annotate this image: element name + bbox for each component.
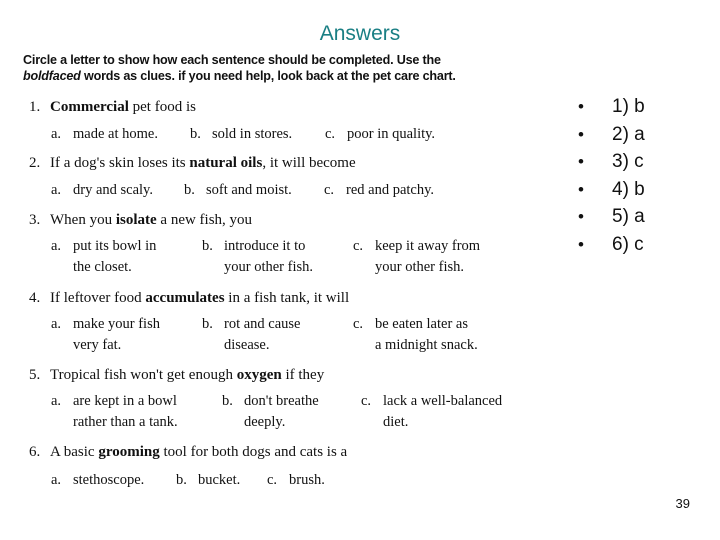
option-text: introduce it to (224, 238, 306, 254)
question-6 (29, 444, 347, 461)
option-text: are kept in a bowl (73, 393, 177, 409)
question-4-option-c (353, 314, 478, 356)
answer-text: 4) b (612, 178, 645, 200)
option-text: make your fish (73, 316, 160, 332)
option-letter: a. (51, 472, 62, 488)
option-letter: c. (324, 182, 335, 198)
answer-item (578, 93, 698, 121)
option-letter: c. (353, 316, 364, 332)
option-text: dry and scaly. (73, 182, 153, 198)
question-1 (29, 99, 196, 116)
option-text: made at home. (73, 126, 158, 142)
option-text: stethoscope. (73, 472, 145, 488)
question-number: 5. (29, 367, 41, 383)
option-letter: b. (176, 472, 187, 488)
question-3-option-b (202, 236, 313, 278)
question-5-option-a (51, 391, 178, 433)
question-text-after: in a fish tank, it will (224, 290, 350, 306)
option-text: bucket. (198, 472, 241, 488)
option-text-continued: the closet. (73, 259, 132, 275)
question-text-before: Tropical fish won't get enough (50, 367, 237, 383)
answer-item (578, 203, 698, 231)
question-keyword: oxygen (236, 367, 282, 383)
instructions-italic-word: boldfaced (23, 69, 81, 83)
instructions-line-2 (23, 68, 493, 84)
option-text: poor in quality. (347, 126, 436, 142)
option-letter: a. (51, 316, 62, 332)
question-keyword: natural oils (189, 155, 263, 171)
instructions (23, 52, 493, 84)
option-text-continued: disease. (224, 337, 270, 353)
bullet-icon: • (578, 124, 584, 144)
option-letter: b. (202, 316, 213, 332)
option-text: put its bowl in (73, 238, 157, 254)
instructions-line-2-rest: words as clues. if you need help, look back at the pet care chart. (80, 69, 456, 83)
option-letter: a. (51, 182, 62, 198)
bullet-icon: • (578, 152, 584, 172)
option-letter: a. (51, 238, 62, 254)
question-4-option-a (51, 314, 160, 356)
question-6-option-c (267, 470, 325, 491)
question-number: 6. (29, 444, 41, 460)
option-letter: b. (190, 126, 201, 142)
question-3 (29, 212, 252, 229)
option-text: red and patchy. (346, 182, 435, 198)
question-1-option-b (190, 124, 292, 145)
question-number: 3. (29, 212, 41, 228)
question-6-option-a (51, 470, 144, 491)
question-4 (29, 290, 349, 307)
question-2-option-c (324, 180, 434, 201)
answer-item (578, 231, 698, 259)
option-text: brush. (289, 472, 325, 488)
option-letter: c. (361, 393, 372, 409)
bullet-icon: • (578, 207, 584, 227)
option-letter: b. (222, 393, 233, 409)
question-5-option-b (222, 391, 319, 433)
question-3-option-c (353, 236, 480, 278)
question-text-after: pet food is (128, 99, 196, 115)
question-text-after: tool for both dogs and cats is a (159, 444, 348, 460)
question-2 (29, 155, 356, 172)
option-letter: a. (51, 393, 62, 409)
question-2-option-a (51, 180, 153, 201)
question-number: 4. (29, 290, 41, 306)
question-keyword: accumulates (145, 290, 225, 306)
question-5 (29, 367, 324, 384)
option-letter: c. (353, 238, 364, 254)
answer-item (578, 176, 698, 204)
option-text-continued: rather than a tank. (73, 414, 178, 430)
option-text-continued: deeply. (244, 414, 286, 430)
question-4-option-b (202, 314, 301, 356)
question-3-option-a (51, 236, 156, 278)
question-text-before: If a dog's skin loses its (50, 155, 190, 171)
question-1-option-a (51, 124, 158, 145)
question-6-option-b (176, 470, 240, 491)
answer-text: 5) a (612, 206, 645, 228)
option-text-continued: a midnight snack. (375, 337, 478, 353)
question-5-option-c (361, 391, 502, 433)
option-text: be eaten later as (375, 316, 468, 332)
bullet-icon: • (578, 179, 584, 199)
option-text: lack a well-balanced (383, 393, 503, 409)
option-text-continued: very fat. (73, 337, 122, 353)
option-letter: a. (51, 126, 62, 142)
answer-text: 2) a (612, 123, 645, 145)
question-text-after: , it will become (262, 155, 356, 171)
option-text: sold in stores. (212, 126, 293, 142)
question-text-before: If leftover food (50, 290, 146, 306)
option-text: soft and moist. (206, 182, 292, 198)
bullet-icon: • (578, 234, 584, 254)
question-2-option-b (184, 180, 292, 201)
question-number: 2. (29, 155, 41, 171)
question-text-after: if they (281, 367, 325, 383)
question-keyword: grooming (98, 444, 160, 460)
question-text-after: a new fish, you (156, 212, 253, 228)
question-number: 1. (29, 99, 41, 115)
question-keyword: Commercial (50, 99, 129, 115)
option-text-continued: diet. (383, 414, 409, 430)
question-text-before: A basic (50, 444, 99, 460)
option-text: rot and cause (224, 316, 301, 332)
answer-list (578, 93, 698, 259)
answer-text: 6) c (612, 233, 644, 255)
answer-item (578, 148, 698, 176)
question-1-option-c (325, 124, 435, 145)
option-text: don't breathe (244, 393, 319, 409)
bullet-icon: • (578, 97, 584, 116)
answer-text: 1) b (612, 96, 645, 117)
option-letter: c. (325, 126, 336, 142)
instructions-line-1: Circle a letter to show how each sentence should be completed. Use the (23, 53, 441, 67)
question-text-before: When you (50, 212, 116, 228)
option-letter: b. (202, 238, 213, 254)
option-text-continued: your other fish. (375, 259, 464, 275)
answer-item (578, 121, 698, 149)
page-number: 39 (675, 496, 690, 511)
option-text-continued: your other fish. (224, 259, 313, 275)
option-letter: b. (184, 182, 195, 198)
option-letter: c. (267, 472, 278, 488)
page-title: Answers (319, 22, 401, 45)
question-keyword: isolate (115, 212, 157, 228)
answer-text: 3) c (612, 151, 644, 173)
option-text: keep it away from (375, 238, 481, 254)
